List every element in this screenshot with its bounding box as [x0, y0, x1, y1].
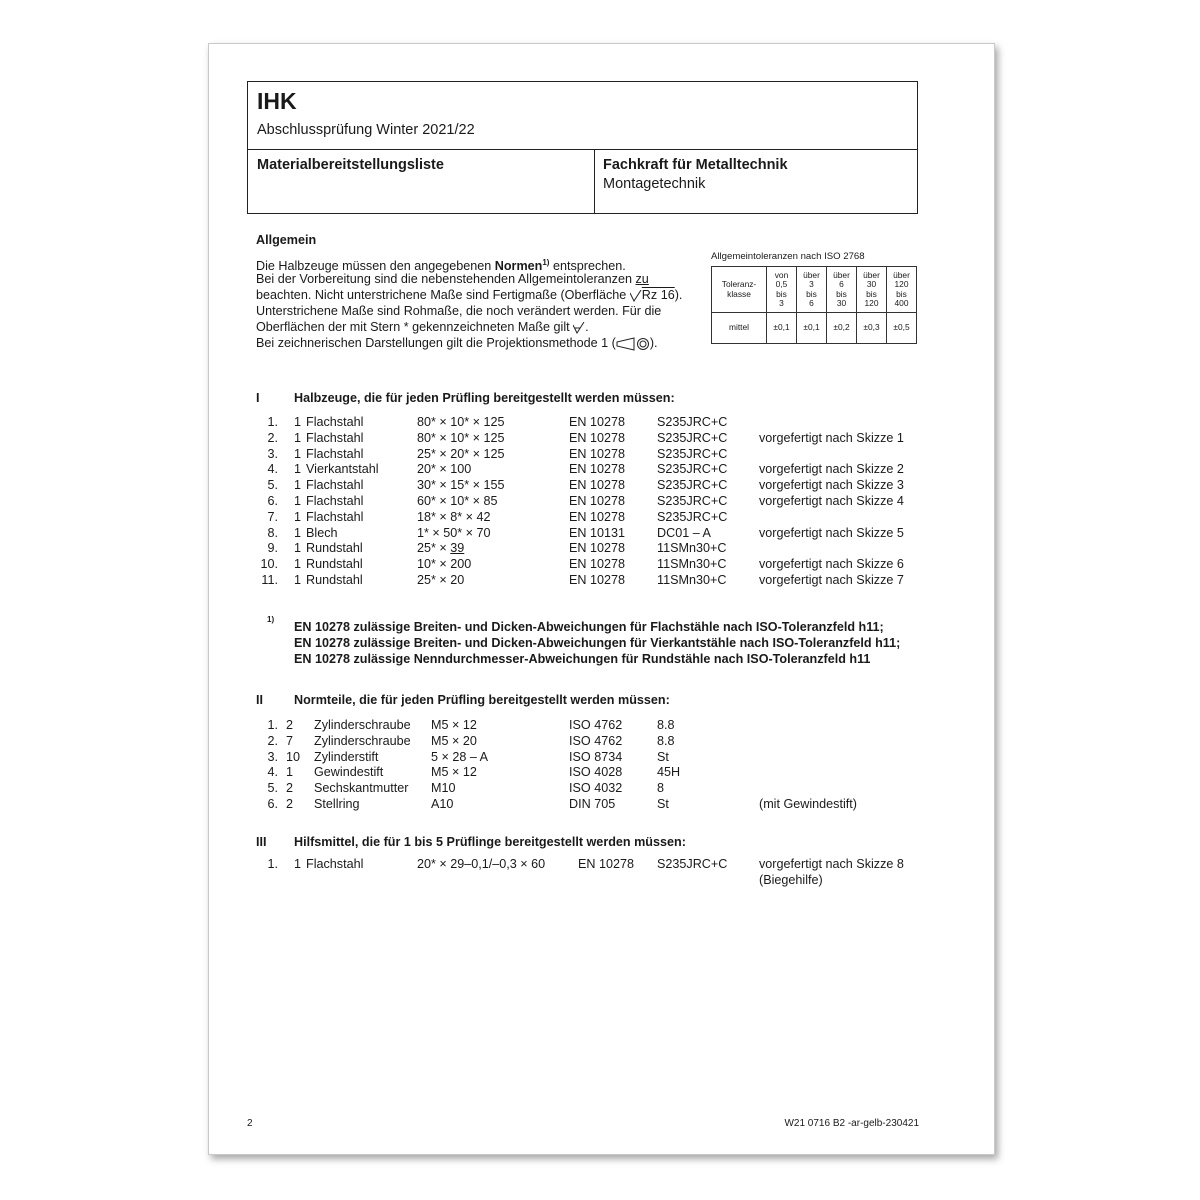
normen-term: Normen — [494, 259, 543, 274]
range-text: 30 — [866, 279, 877, 290]
range-text: 3 — [779, 297, 784, 308]
line-text: Oberflächen der mit Stern * gekennzeichneten Maße gilt — [256, 320, 574, 334]
surface-symbol-icon — [573, 322, 585, 334]
allgemein-line-6 — [256, 335, 658, 351]
row-number: 10. — [260, 557, 278, 572]
row-number: 7. — [267, 509, 278, 524]
row-note: vorgefertigt nach Skizze 5 — [759, 525, 904, 540]
row-dimensions: 25* × 20 — [417, 573, 465, 587]
row-material-name: Flachstahl — [306, 478, 364, 493]
header-title: IHK — [257, 88, 297, 114]
row-strength-class: 8.8 — [657, 733, 675, 748]
row-quantity: 1 — [294, 494, 302, 508]
range-cell — [767, 267, 797, 313]
row-part-name: Zylinderschraube — [314, 718, 411, 732]
row-norm: ISO 8734 — [569, 749, 623, 764]
row-norm: EN 10131 — [569, 525, 626, 540]
allgemein-line-2 — [256, 271, 649, 287]
row-material-name: Blech — [306, 525, 338, 540]
line-text: beachten. Nicht unterstrichene Maße sind Fertigmaße (Oberfläche — [256, 288, 630, 302]
header-box — [247, 81, 918, 214]
row-material-name: Flachstahl — [306, 446, 364, 461]
row-dimensions: 18* × 8* × 42 — [417, 509, 491, 524]
row-strength-class: 45H — [657, 765, 681, 780]
row-number: 1. — [267, 857, 278, 871]
row-quantity: 1 — [294, 478, 302, 493]
row-material-grade: S235JRC+C — [657, 494, 728, 508]
tolerance-caption: Allgemeintoleranzen nach ISO 2768 — [711, 251, 865, 262]
row-part-name: Sechskantmutter — [314, 781, 409, 796]
row-number: 1. — [267, 415, 278, 429]
row-number: 3. — [267, 749, 278, 764]
page-number: 2 — [247, 1118, 253, 1129]
projection-method-icon — [616, 337, 650, 351]
row-quantity: 1 — [294, 857, 302, 871]
range-cell — [797, 267, 827, 313]
row-note: vorgefertigt nach Skizze 4 — [759, 494, 904, 508]
raw-dimension: 39 — [450, 541, 465, 556]
row-note: vorgefertigt nach Skizze 2 — [759, 462, 904, 477]
row-quantity: 1 — [294, 462, 302, 477]
footnote-line-3: EN 10278 zulässige Nenndurchmesser-Abweichungen für Rundstähle nach ISO-Toleranzfeld h11 — [294, 652, 871, 666]
line-text: Bei der Vorbereitung sind die nebenstehenden Allgemeintoleranzen — [256, 272, 636, 286]
row-quantity: 2 — [286, 781, 294, 796]
surface-finish-icon — [630, 290, 642, 302]
row-note: vorgefertigt nach Skizze 7 — [759, 573, 904, 587]
tolerance-value: ±0,1 — [767, 313, 797, 344]
row-material-name: Flachstahl — [306, 857, 364, 871]
row-material-name: Flachstahl — [306, 494, 364, 508]
tolerance-value: ±0,5 — [887, 313, 917, 344]
row-quantity: 1 — [294, 525, 302, 540]
row-material-grade: S235JRC+C — [657, 509, 728, 524]
header-top — [248, 82, 917, 150]
row-norm: EN 10278 — [569, 541, 626, 556]
row-quantity: 1 — [286, 765, 294, 780]
row-dimensions: M5 × 20 — [431, 733, 477, 748]
underlined-text: zu — [635, 272, 649, 286]
row-strength-class: 8 — [657, 781, 665, 796]
range-text: von — [774, 269, 789, 280]
row-quantity: 10 — [286, 749, 301, 764]
range-text: über — [863, 269, 880, 280]
row-note: (mit Gewindestift) — [759, 797, 857, 811]
header-subtitle: Abschlussprüfung Winter 2021/22 — [257, 122, 475, 138]
section-2-number: II — [256, 693, 263, 707]
range-cell — [827, 267, 857, 313]
row-number: 4. — [267, 765, 278, 780]
range-text: bis — [776, 288, 787, 299]
row-quantity: 1 — [294, 430, 302, 445]
range-text: bis — [806, 288, 817, 299]
row-material-grade: S235JRC+C — [657, 430, 728, 445]
row-note-secondary: (Biegehilfe) — [759, 873, 823, 887]
tolerance-value: ±0,2 — [827, 313, 857, 344]
tolerance-value: ±0,1 — [797, 313, 827, 344]
row-dimensions: 60* × 10* × 85 — [417, 494, 498, 508]
row-dimensions: 80* × 10* × 125 — [417, 430, 505, 445]
row-number: 11. — [261, 573, 278, 587]
row-norm: EN 10278 — [569, 462, 626, 477]
row-dimensions — [417, 540, 464, 556]
row-number: 8. — [267, 525, 278, 540]
line-text: ). — [674, 288, 683, 302]
row-norm: DIN 705 — [569, 797, 616, 811]
class-label: Toleranz- — [721, 279, 757, 290]
section-2-title: Normteile, die für jeden Prüfling bereitgestellt werden müssen: — [294, 693, 670, 707]
section-1-number: I — [256, 391, 260, 405]
row-part-name: Zylinderschraube — [314, 733, 411, 748]
tolerance-value: ±0,3 — [857, 313, 887, 344]
range-text: 0,5 — [775, 279, 788, 290]
row-dimensions: 20* × 29–0,1/–0,3 × 60 — [417, 857, 546, 871]
row-number: 3. — [267, 446, 278, 461]
section-1-title: Halbzeuge, die für jeden Prüfling bereitgestellt werden müssen: — [294, 391, 675, 405]
row-dimensions: 30* × 15* × 155 — [417, 478, 505, 493]
row-material-name: Flachstahl — [306, 415, 364, 429]
dimension-text: 25* × — [417, 541, 451, 556]
row-dimensions: 1* × 50* × 70 — [417, 525, 491, 540]
row-number: 2. — [267, 430, 278, 445]
row-norm: ISO 4762 — [569, 718, 623, 732]
range-text: 30 — [836, 297, 847, 308]
row-number: 2. — [267, 733, 278, 748]
range-text: 6 — [809, 297, 814, 308]
row-dimensions: 25* × 20* × 125 — [417, 446, 505, 461]
line-text: Bei zeichnerischen Darstellungen gilt die Projektionsmethode 1 ( — [256, 336, 616, 350]
row-norm: EN 10278 — [569, 430, 626, 445]
row-norm: EN 10278 — [569, 478, 626, 493]
footnote-mark: 1) — [267, 615, 275, 624]
class-label: klasse — [727, 288, 751, 299]
row-note: vorgefertigt nach Skizze 6 — [759, 557, 904, 572]
row-dimensions: M5 × 12 — [431, 718, 477, 732]
range-text: über — [803, 269, 820, 280]
row-dimensions: A10 — [431, 797, 454, 811]
line-text: . — [585, 320, 589, 334]
section-3-number: III — [256, 835, 267, 849]
range-cell — [857, 267, 887, 313]
row-norm: ISO 4032 — [569, 781, 623, 796]
list-title: Materialbereitstellungsliste — [257, 157, 444, 173]
row-material-grade: S235JRC+C — [657, 446, 728, 461]
row-part-name: Stellring — [314, 797, 360, 811]
row-strength-class: St — [657, 797, 669, 811]
row-dimensions: M10 — [431, 781, 456, 796]
row-number: 9. — [267, 541, 278, 556]
row-norm: EN 10278 — [578, 857, 635, 871]
allgemein-line-5 — [256, 319, 589, 335]
row-quantity: 1 — [294, 573, 302, 587]
range-text: 120 — [894, 279, 909, 290]
header-list-cell — [248, 149, 595, 213]
range-text: 400 — [894, 297, 909, 308]
specialization: Montagetechnik — [603, 176, 706, 192]
row-quantity: 7 — [286, 733, 294, 748]
footnote-line-2: EN 10278 zulässige Breiten- und Dicken-Abweichungen für Vierkantstähle nach ISO-Toleranzfeld h11; — [294, 636, 901, 650]
document-page — [208, 43, 995, 1155]
row-number: 1. — [267, 718, 278, 732]
document-code: W21 0716 B2 -ar-gelb-230421 — [784, 1118, 919, 1129]
row-quantity: 2 — [286, 718, 294, 732]
row-material-grade: S235JRC+C — [657, 462, 728, 477]
row-material-grade: S235JRC+C — [657, 415, 728, 429]
row-strength-class: 8.8 — [657, 718, 675, 732]
row-material-name: Rundstahl — [306, 557, 363, 572]
range-text: über — [893, 269, 910, 280]
row-quantity: 1 — [294, 557, 302, 572]
row-number: 5. — [267, 781, 278, 796]
range-text: über — [833, 269, 850, 280]
row-number: 5. — [267, 478, 278, 493]
section-3-title: Hilfsmittel, die für 1 bis 5 Prüflinge bereitgestellt werden müssen: — [294, 835, 686, 849]
range-text: bis — [866, 288, 877, 299]
row-material-grade: 11SMn30+C — [657, 541, 727, 556]
footnote-ref: 1) — [542, 258, 550, 267]
range-text: bis — [836, 288, 847, 299]
row-norm: ISO 4762 — [569, 733, 623, 748]
row-part-name: Gewindestift — [314, 765, 384, 780]
allgemein-line-3 — [256, 287, 682, 303]
row-material-name: Rundstahl — [306, 541, 363, 556]
profession-title: Fachkraft für Metalltechnik — [603, 157, 788, 173]
range-cell — [887, 267, 917, 313]
row-quantity: 1 — [294, 446, 302, 461]
row-dimensions: 20* × 100 — [417, 462, 472, 477]
row-material-grade: S235JRC+C — [657, 478, 728, 493]
row-dimensions: M5 × 12 — [431, 765, 477, 780]
row-material-name: Rundstahl — [306, 573, 363, 587]
range-text: 3 — [809, 279, 814, 290]
allgemein-heading: Allgemein — [256, 233, 317, 247]
row-norm: EN 10278 — [569, 446, 626, 461]
row-dimensions: 80* × 10* × 125 — [417, 415, 505, 429]
range-text: 6 — [839, 279, 844, 290]
row-quantity: 1 — [294, 509, 302, 524]
row-material-grade: 11SMn30+C — [657, 557, 727, 572]
row-strength-class: St — [657, 749, 669, 764]
footnote-line-1: EN 10278 zulässige Breiten- und Dicken-Abweichungen für Flachstähle nach ISO-Toleranzfeld h11; — [294, 620, 884, 634]
row-material-name: Flachstahl — [306, 430, 364, 445]
row-norm: EN 10278 — [569, 573, 626, 587]
row-norm: EN 10278 — [569, 494, 626, 508]
row-norm: EN 10278 — [569, 415, 626, 429]
row-part-name: Zylinderstift — [314, 749, 379, 764]
class-label-cell — [712, 267, 767, 313]
line-text: ). — [649, 336, 658, 350]
row-number: 6. — [267, 797, 278, 811]
row-note: vorgefertigt nach Skizze 3 — [759, 478, 904, 493]
row-material-name: Flachstahl — [306, 509, 364, 524]
row-quantity: 1 — [294, 541, 302, 556]
row-norm: ISO 4028 — [569, 765, 623, 780]
row-material-name: Vierkantstahl — [306, 462, 379, 477]
row-material-grade: S235JRC+C — [657, 857, 728, 871]
row-quantity: 1 — [294, 415, 302, 429]
row-label-mittel: mittel — [712, 313, 767, 344]
row-number: 6. — [267, 494, 278, 508]
tolerance-table — [711, 266, 917, 344]
row-note: vorgefertigt nach Skizze 8 — [759, 857, 904, 871]
row-norm: EN 10278 — [569, 557, 626, 572]
line-text: entsprechen. — [549, 259, 626, 274]
row-norm: EN 10278 — [569, 509, 626, 524]
row-dimensions: 5 × 28 – A — [431, 749, 489, 764]
row-note: vorgefertigt nach Skizze 1 — [759, 430, 904, 445]
row-dimensions: 10* × 200 — [417, 557, 472, 572]
roughness-value: Rz 16 — [641, 288, 675, 302]
range-text: bis — [896, 288, 907, 299]
line-text: Die Halbzeuge müssen den angegebenen — [256, 259, 495, 274]
range-text: 120 — [864, 297, 879, 308]
allgemein-line-4: Unterstrichene Maße sind Rohmaße, die noch verändert werden. Für die — [256, 304, 662, 318]
row-number: 4. — [267, 462, 278, 477]
row-material-grade: 11SMn30+C — [657, 573, 727, 587]
row-quantity: 2 — [286, 797, 294, 811]
row-material-grade: DC01 – A — [657, 525, 711, 540]
